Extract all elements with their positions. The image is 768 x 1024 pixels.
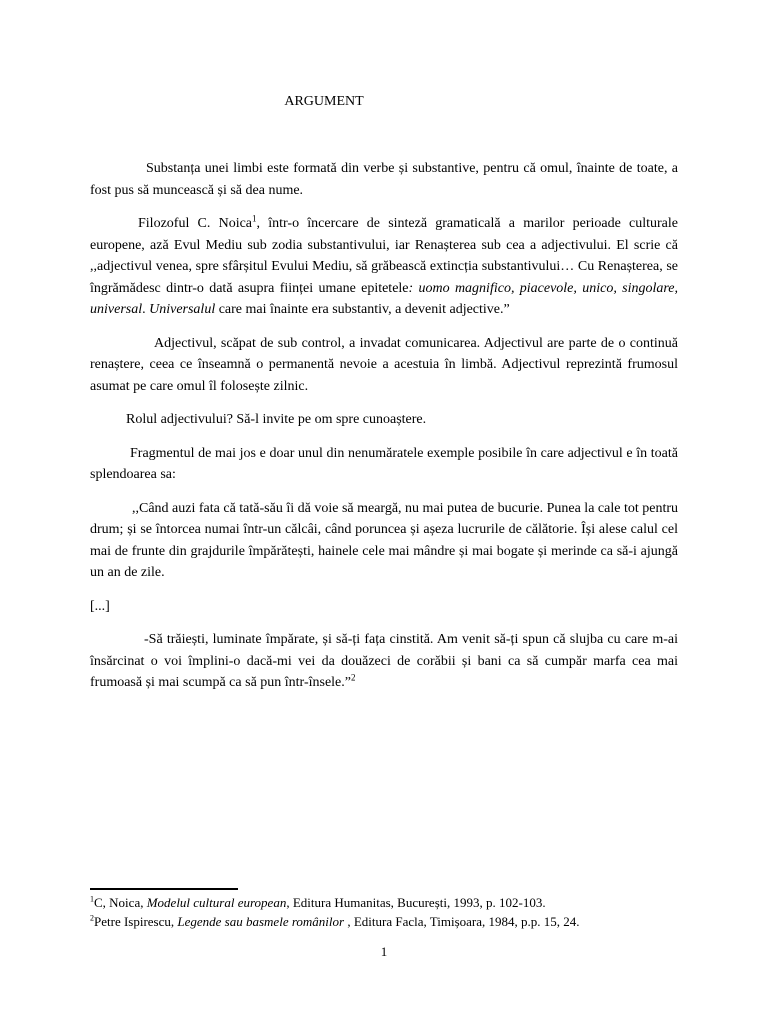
- paragraph-5: Fragmentul de mai jos e doar unul din nenumăratele exemple posibile în care adjectivul e în toată splendoarea sa:: [90, 445, 678, 482]
- paragraph-4: Rolul adjectivului? Să-l invite pe om spre cunoaștere.: [126, 412, 427, 427]
- paragraph-2-text-a: Filozoful C. Noica: [138, 216, 253, 231]
- footnote-1-author: C, Noica,: [94, 895, 147, 910]
- footnote-1-publisher: , Editura Humanitas, București, 1993, p. 102-103.: [286, 895, 546, 910]
- footnote-2-publisher: , Editura Facla, Timișoara, 1984, p.p. 15, 24.: [344, 914, 580, 929]
- paragraph-3: Adjectivul, scăpat de sub control, a invadat comunicarea. Adjectivul are parte de o continuă renaștere, ceea ce înseamnă o permanentă nevoie a acestuia în limbă. Adjectivul reprezintă frumosul asumat pe care omul îl folosește zilnic.: [90, 335, 678, 394]
- paragraph-2: [90, 213, 678, 321]
- paragraph-2-text-d: .: [142, 302, 150, 317]
- footnote-2-author: Petre Ispirescu,: [94, 914, 178, 929]
- paragraph-2-text-f: care mai înainte era substantiv, a devenit adjective.”: [215, 302, 510, 317]
- paragraph-6-quote: ,,Când auzi fata că tată-său îi dă voie să meargă, nu mai putea de bucurie. Punea la cale tot pentru drum; și se întorcea numai într-un călcâi, când poruncea și așeza lucrurile de călătorie. Își alese calul cel mai de frunte din grajdurile împărătești, hainele cele mai mândre și mai bogate și merinde ca să-i ajungă un an de zile.: [90, 500, 678, 580]
- paragraph-8-quote: [90, 629, 678, 694]
- footnote-ref-2: 2: [350, 672, 356, 683]
- footnote-1-book-title: Modelul cultural european: [146, 895, 287, 910]
- footnote-ref-1: 1: [252, 213, 257, 224]
- body-text: [90, 158, 678, 706]
- paragraph-1: Substanța unei limbi este formată din verbe și substantive, pentru că omul, înainte de toate, a fost pus să muncească și să dea nume.: [90, 161, 678, 198]
- page-title: ARGUMENT: [284, 94, 364, 109]
- paragraph-2-epithets: : uomo magnifico, piacevole, unico, singolare, universal: [90, 280, 679, 317]
- paragraph-2-universalul: Universalul: [149, 302, 216, 317]
- paragraph-8-text: -Să trăiești, luminate împărate, și să-ți fața cinstită. Am venit să-ți spun că slujba cu care m-ai însărcinat o voi împlini-o dacă-mi vei da douăzeci de corăbii și bani ca să cumpăr marfa cea mai frumoasă și mai scumpă ca să pun într-însele.”: [90, 632, 678, 690]
- paragraph-2-text-b: , într-o încercare de sinteză gramaticală a marilor perioade culturale europene, ază Evul Mediu sub zodia substantivului, iar Renașterea sub cea a adjectivului. El scrie că ,,adjectivul venea, spre sfârșitul Evului Mediu, să grăbească extincția substantivului… Cu Renașterea, se îngrămădesc dintr-o dată asupra ființei umane epitetele: [90, 216, 678, 296]
- footnote-2-book-title: Legende sau basmele românilor: [177, 914, 345, 929]
- page-number: 1: [380, 944, 388, 959]
- footnotes: [90, 893, 690, 931]
- footnote-2-marker: 2: [90, 913, 94, 923]
- paragraph-7-ellipsis: [...]: [90, 598, 110, 614]
- footnote-1-marker: 1: [90, 894, 94, 904]
- footnote-2: [90, 912, 690, 931]
- footnote-1: [90, 893, 690, 912]
- footnote-separator: [90, 888, 238, 890]
